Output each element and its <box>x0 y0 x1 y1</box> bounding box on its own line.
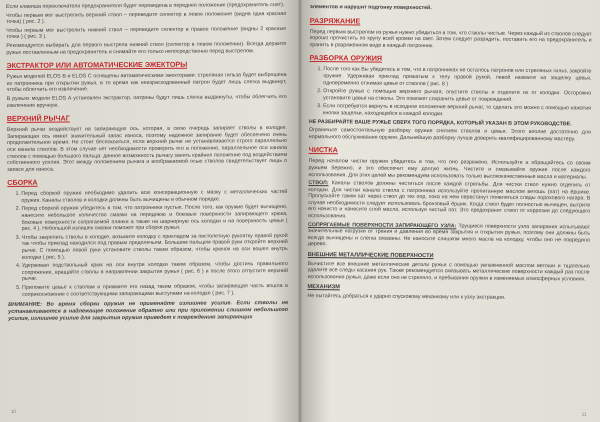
page-number: 10 <box>10 408 16 414</box>
list-item: 2. Перед сборкой оружия убедитесь в том, что патронники пустые. После того, как оружие будет вычищено, нанесите небольшое количество смазки на переднюю и боковые поверхности запирающего крюка, боковые поверхности сопрягаемой планки а также на шарнирную ось колодки и на поверхность цевья ( рис. 4 ). Небольшой излишек смазки поможет при сборке ружья. <box>21 204 287 232</box>
surfaces-text: Трущиеся поверхности узла запирания испытывают значительные нагрузки от трения и давления во время закрытия и открытия ружья, поэтому они должны быть всегда вычищены и слегка смазаны. Не наносите слишком много масла на колодку, чтобы оно не повредило дерево. <box>307 223 591 248</box>
intro-paragraph: Чтобы первым мог выстрелить нижний ствол – переведите селектор в правое положение (видны 2 красные точки ) ( рис. 3 ). <box>6 25 287 41</box>
disassembly-heading: РАЗБОРКА ОРУЖИЯ <box>309 53 383 64</box>
assembly-warning: ВНИМАНИЕ: Во время сборки оружия не применяйте излишнее усилие. Если стволы не устанавливаются в надлежащее положение обратно или при приложении слишком небольшого усилия, излишнее усилие для закрытия оружия приведет к повреждению запирающих <box>8 300 289 322</box>
right-column <box>307 4 592 304</box>
intro-paragraph: Если клавиша переключателя предохранителя будет переведена в переднее положение (предохранитель снят). <box>6 2 285 10</box>
list-item: 3. Если потребуется вернуть в исходное положение верхний рычаг, то сделать это можно с помощью нажатия кнопки защелки, находящейся в каждой колодки. <box>323 104 591 120</box>
assembly-heading: СБОРКА <box>7 178 38 188</box>
left-page <box>0 0 299 422</box>
disassembly-note: НЕ РАЗБИРАЙТЕ ВАШЕ РУЖЬЕ СВЕРХ ТОГО ПОРЯДКА, КОТОРЫЙ УКАЗАН В ЭТОМ РУКОВОДСТВЕ. <box>308 118 572 127</box>
barrels-lead: СТВОЛ: <box>308 180 329 187</box>
barrels-text: Каналы стволов должны чиститься после каждой стрельбы. Для чистки ствол нужно отделить от колодки. Для чистки канала ствола с патронника используйте пропитанную маслом ветошь (пат) на ёршике. Пропускайте таким пат через ствол до тех пор, пока на нем перестанут появляться следы порохового нагара. В случае необходимости следует использовать бронзовый ёршик. Когда ствол будет полностью вычищен, вытрите его начисто и нанесите слой масла, используя чистый пат. Это предохранит ствол от коррозии до следующего использования. <box>308 180 591 220</box>
disassembly-paragraph: Ограничьте самостоятельную разборку оружия снятием стволов и цевья. Этого вполне достаточно для нормального обслуживания оружия. Дальнейшую разборку лучше доверить квалифицированному мастеру. <box>308 127 591 143</box>
right-page <box>300 0 600 422</box>
mechanism-paragraph: Не пытайтесь добраться к ударно спусковому механизму или к узлу экстракции. <box>307 293 506 301</box>
list-item: 2. Откройте ружье с помощью верхнего рычага, опустите стволы и отделите их от колодки. Осторожно установите цевье на стволы. Это поможет сохранить цевье от повреждений. <box>323 88 591 104</box>
intro-paragraph: Рекомендуется выбирать для первого выстрела нижний ствол (селектор в левом положении). Всегда держите ружье поставленным на предохранитель и снимайте его только непосредственно перед выстрелом. <box>6 40 287 56</box>
mechanism-heading: МЕХАНИЗМ <box>307 284 340 291</box>
unloading-paragraph: Перед первым выстрелом из ружья нужно убедиться в том, что стволы чистые. Через каждый из стволов следует хорошо прочистить по крупу всей кромки на свет. Затем следует разрядить, поставить его на предохранитель и хранить в разряженном виде в каждый патронник. <box>309 28 592 49</box>
extractor-heading: ЭКСТРАКТОР ИЛИ АВТОМАТИЧЕСКИЕ ЭЖЕКТОРЫ <box>6 59 188 71</box>
list-item: 1. Перед сборкой оружия необходимо удалить всю консервационную с мазку с металлических частей оружия. Каналы стволов и колодки должны быть вычищены в обычном порядке. <box>21 189 287 204</box>
outer-surfaces-paragraph: Вычистите все внешние металлические детали ружья с помощью увлажненной маслом ветоши и тщательно удалите все следы касания рук. Также рекомендуется смазывать металлические поверхности каждый раз после использования ружья, даже если оно не стреляло, и пребывания оружия в изменяемых атмосферных условиях. <box>307 260 590 283</box>
assembly-steps-list <box>7 189 288 298</box>
list-item: 1. После того как Вы убедитесь в том, что в патронниках не осталось патронов или стреляных гильз, закройте оружие. Удерживая приклад прижатым к телу правой рукой, левой нажмите на защелку цевья, одновременно отжимая цевье от стволов ( рис. 8 ) <box>323 67 591 89</box>
list-item: 5. Приложите цевье к стволам и прижмите его назад таким образом, чтобы запирающая часть вошла в соприкосновение с соответствующими запирающими выступами на колодке ( рис. 7 ). <box>22 283 288 298</box>
top-lever-paragraph: Верхний рычаг воздействует на запирающую ось, которая, в свою очередь запирает стволы в колодке. Запирающая ось имеет значительный запас износа, поэтому надежное запирание будет обеспечено очень продолжительное время. Не стоит беспокоиться, если верхний рычаг не устанавливается строго параллельно оси канала стволов. В этом случае нет необходимости проверять его в положение, параллельное оси канала стволов с помощью большого пальца: данное возможность рычагу занять крайнее положение под воздействием собственного усилия. Этот между положением рычага и воображаемой осью стволов свидетельствует лишь о запасе для износа. <box>6 125 288 173</box>
cleaning-heading: ЧИСТКА <box>308 145 338 155</box>
list-item: 3. Чтобы закрепить стволы в колодке, возьмите колодку с прикладом за пистолетную рукоятку правой рукой так чтобы приклад находился под правым предплечьем. Большим пальцем правой руки откройте верхний рычаг. С помощью левой руки установите стволы таким образом, чтобы крючок на оси вошел внутрь колодки ( рис. 5 ). <box>22 233 288 261</box>
page-number: 11 <box>581 411 587 417</box>
surfaces-paragraph <box>308 222 590 251</box>
unloading-heading: РАЗРЯЖАНИЕ <box>309 15 361 26</box>
extractor-paragraph: Ружья моделей ELOS B и ELOS C оснащены автоматическими эжекторами: стреляная гильза будет выброшена из патронника при открытии ружья, в то время как неизрасходованный патрон будет лишь слегка выдвинут, чтобы облегчить его извлечение. <box>6 72 287 94</box>
surfaces-lead: СОПРЯГАЕМЫЕ ПОВЕРХНОСТИ ЗАПИРАЮЩЕГО УЗЛА: <box>308 221 457 229</box>
intro-fragment: элементов и нарушит подгонку поверхностей. <box>309 4 432 12</box>
extractor-paragraph: В ружьях модели ELOS A установлен экстрактор, патроны будут лишь слегка выдвинуты, чтобы облегчить его извлечение вручную. <box>6 93 287 109</box>
top-lever-heading: ВЕРХНИЙ РЫЧАГ <box>6 113 70 124</box>
left-column <box>6 2 288 325</box>
intro-paragraph: Чтобы первым мог выстрелить верхний ствол – переведите селектор в левое положение (видна одна красная точка) ( рис. 2 ). <box>6 10 287 26</box>
barrels-paragraph <box>308 180 590 222</box>
disassembly-steps-list <box>309 66 591 119</box>
cleaning-paragraph: Перед началом чистки оружия убедитесь в том, что оно разряжено. Используйте и обращайтесь со своим ружьем бережно, и это обеспечит ему долгую жизнь. Чистите и смазывайте оружие после каждого использования. Для этих целей мы рекомендуем использовать только высококачественные масла и материалы. <box>308 158 591 180</box>
list-item: 4. Удерживая подствольный крюк на оси внутри колодки таким образом, чтобы достичь правильного сопряжения, вращайте стволы в направлении закрытия ружья ( рис. 6 ) и после этого отпустите верхний рычаг. <box>22 261 288 283</box>
outer-surfaces-heading: ВНЕШНИЕ МЕТАЛЛИЧЕСКИЕ ПОВЕРХНОСТИ <box>307 252 434 260</box>
